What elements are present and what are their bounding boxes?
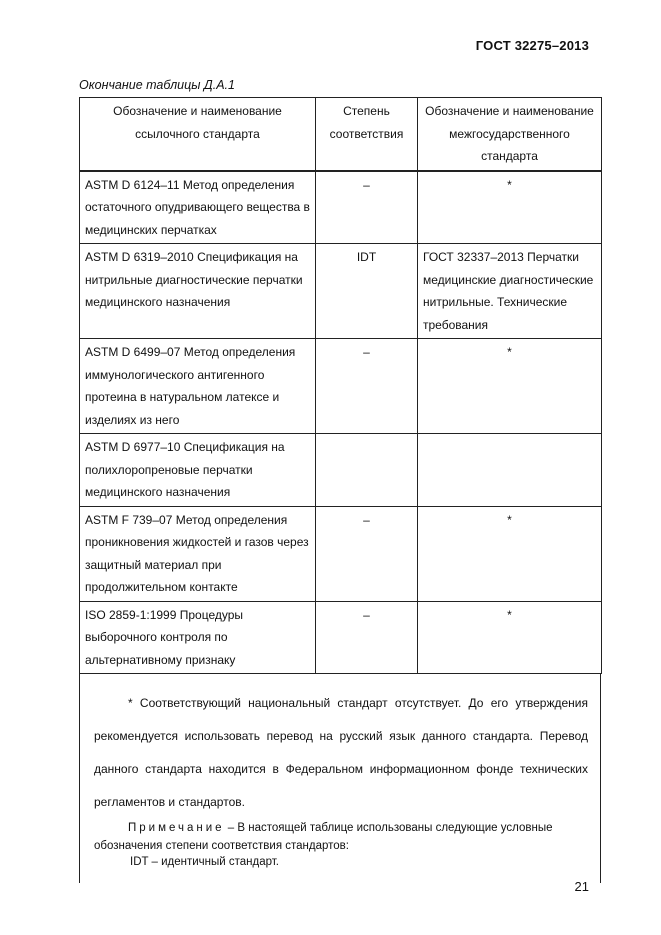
table-header-row — [80, 98, 602, 171]
interstate-standard-cell: ГОСТ 32337–2013 Перчатки медицинские диагностические нитрильные. Технические требования — [418, 244, 602, 339]
footnote-text: * Соответствующий национальный стандарт отсутствует. До его утверждения рекомендуется использовать перевод на русский язык данного стандарта. Перевод данного стандарта находится в Федеральном информационном фонде технических регламентов и стандартов. — [94, 696, 588, 809]
degree-cell — [316, 434, 418, 507]
table-caption: Окончание таблицы Д.А.1 — [79, 78, 235, 92]
interstate-standard-cell: * — [418, 601, 602, 674]
reference-standard-cell: ASTM D 6977–10 Спецификация на полихлоропреновые перчатки медицинского назначения — [80, 434, 316, 507]
idt-definition: IDT – идентичный стандарт. — [130, 856, 279, 868]
table-row — [80, 244, 602, 339]
degree-cell: IDT — [316, 244, 418, 339]
degree-cell: – — [316, 601, 418, 674]
reference-standard-cell: ASTM D 6319–2010 Спецификация на нитрильные диагностические перчатки медицинского назначения — [80, 244, 316, 339]
reference-standard-cell: ASTM D 6124–11 Метод определения остаточного опудривающего вещества в медицинских перчатках — [80, 171, 316, 244]
page-number: 21 — [574, 879, 589, 894]
reference-standard-cell: ASTM F 739–07 Метод определения проникновения жидкостей и газов через защитный материал при продолжительном контакте — [80, 506, 316, 601]
remark-text — [94, 819, 592, 855]
table-row — [80, 171, 602, 244]
interstate-standard-cell — [418, 434, 602, 507]
table-row — [80, 506, 602, 601]
column-header-reference: Обозначение и наименование ссылочного стандарта — [80, 98, 316, 171]
reference-standard-cell: ISO 2859-1:1999 Процедуры выборочного контроля по альтернативному признаку — [80, 601, 316, 674]
column-header-interstate: Обозначение и наименование межгосударственного стандарта — [418, 98, 602, 171]
document-standard-number: ГОСТ 32275–2013 — [475, 38, 589, 53]
remark-body: – В настоящей таблице использованы следующие условные обозначения степени соответствия стандартов: — [94, 822, 553, 852]
table-notes-cell — [79, 673, 601, 883]
degree-cell: – — [316, 339, 418, 434]
table-row — [80, 339, 602, 434]
interstate-standard-cell: * — [418, 339, 602, 434]
column-header-degree: Степень соответствия — [316, 98, 418, 171]
degree-cell: – — [316, 506, 418, 601]
table-row — [80, 434, 602, 507]
interstate-standard-cell: * — [418, 506, 602, 601]
degree-cell: – — [316, 171, 418, 244]
table-row — [80, 601, 602, 674]
interstate-standard-cell: * — [418, 171, 602, 244]
reference-standards-table — [79, 97, 602, 674]
reference-standard-cell: ASTM D 6499–07 Метод определения иммунологического антигенного протеина в натуральном латексе и изделиях из него — [80, 339, 316, 434]
remark-label: Примечание — [128, 822, 225, 834]
